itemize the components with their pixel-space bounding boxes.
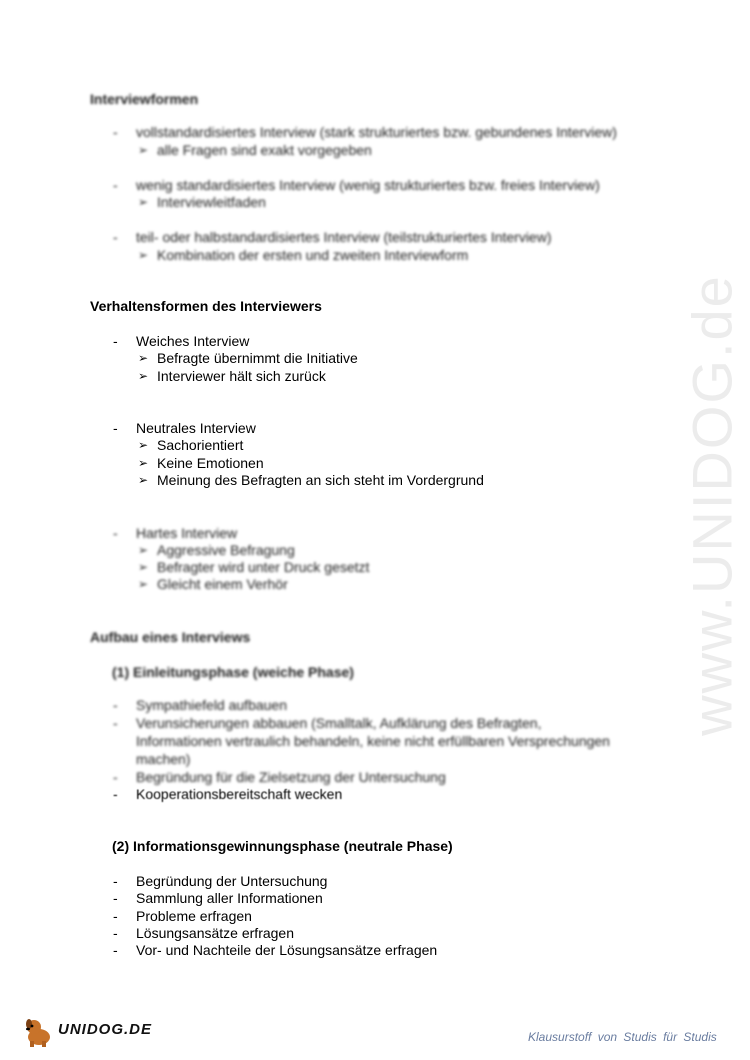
dash-bullet: - bbox=[113, 420, 118, 436]
list-item: vollstandardisiertes Interview (stark strukturiertes bzw. gebundenes Interview) bbox=[136, 124, 617, 140]
section-title-verhaltensformen: Verhaltensformen des Interviewers bbox=[90, 298, 322, 314]
list-item-continuation: Informationen vertraulich behandeln, keine nicht erfüllbaren Versprechungen bbox=[136, 733, 610, 749]
sub-list-item: Keine Emotionen bbox=[157, 455, 264, 471]
list-item: Weiches Interview bbox=[136, 333, 250, 349]
dash-bullet: - bbox=[113, 786, 118, 802]
list-item: Neutrales Interview bbox=[136, 420, 256, 436]
dash-bullet: - bbox=[113, 333, 118, 349]
phase-title-einleitung: (1) Einleitungsphase (weiche Phase) bbox=[112, 664, 354, 680]
list-item-continuation: machen) bbox=[136, 751, 191, 767]
list-item: Sympathiefeld aufbauen bbox=[136, 697, 287, 713]
sub-list-item: Sachorientiert bbox=[157, 437, 244, 453]
watermark: www.UNIDOG.de bbox=[680, 274, 744, 736]
arrow-bullet-icon: ➢ bbox=[138, 577, 149, 591]
arrow-bullet-icon: ➢ bbox=[138, 543, 149, 557]
sub-list-item: Gleicht einem Verhör bbox=[157, 576, 288, 592]
dash-bullet: - bbox=[113, 525, 118, 541]
dash-bullet: - bbox=[113, 124, 118, 140]
dog-icon bbox=[22, 1015, 56, 1049]
list-item: wenig standardisiertes Interview (wenig strukturiertes bzw. freies Interview) bbox=[136, 177, 600, 193]
list-item: Sammlung aller Informationen bbox=[136, 890, 323, 906]
arrow-bullet-icon: ➢ bbox=[138, 248, 149, 262]
dash-bullet: - bbox=[113, 873, 118, 889]
dash-bullet: - bbox=[113, 890, 118, 906]
arrow-bullet-icon: ➢ bbox=[138, 456, 149, 470]
arrow-bullet-icon: ➢ bbox=[138, 195, 149, 209]
sub-list-item: Befragte übernimmt die Initiative bbox=[157, 350, 358, 366]
sub-list-item: alle Fragen sind exakt vorgegeben bbox=[157, 142, 372, 158]
dash-bullet: - bbox=[113, 769, 118, 785]
arrow-bullet-icon: ➢ bbox=[138, 438, 149, 452]
arrow-bullet-icon: ➢ bbox=[138, 143, 149, 157]
list-item: Kooperationsbereitschaft wecken bbox=[136, 786, 343, 802]
list-item: Lösungsansätze erfragen bbox=[136, 925, 294, 941]
section-title-aufbau: Aufbau eines Interviews bbox=[90, 629, 251, 645]
dash-bullet: - bbox=[113, 715, 118, 731]
list-item: Hartes Interview bbox=[136, 525, 238, 541]
dash-bullet: - bbox=[113, 908, 118, 924]
sub-list-item: Aggressive Befragung bbox=[157, 542, 295, 558]
arrow-bullet-icon: ➢ bbox=[138, 351, 149, 365]
list-item: Verunsicherungen abbauen (Smalltalk, Aufklärung des Befragten, bbox=[136, 715, 542, 731]
logo-text: UNIDOG.DE bbox=[58, 1021, 153, 1038]
sub-list-item: Befragter wird unter Druck gesetzt bbox=[157, 559, 370, 575]
dash-bullet: - bbox=[113, 177, 118, 193]
list-item: Probleme erfragen bbox=[136, 908, 252, 924]
sub-list-item: Interviewer hält sich zurück bbox=[157, 368, 326, 384]
arrow-bullet-icon: ➢ bbox=[138, 473, 149, 487]
list-item: teil- oder halbstandardisiertes Interview (teilstrukturiertes Interview) bbox=[136, 229, 552, 245]
dash-bullet: - bbox=[113, 229, 118, 245]
sub-list-item: Meinung des Befragten an sich steht im Vordergrund bbox=[157, 472, 484, 488]
sub-list-item: Interviewleitfaden bbox=[157, 194, 266, 210]
dash-bullet: - bbox=[113, 697, 118, 713]
phase-title-informationsgewinnung: (2) Informationsgewinnungsphase (neutrale Phase) bbox=[112, 838, 453, 854]
section-title-interviewformen: Interviewformen bbox=[90, 91, 199, 107]
dash-bullet: - bbox=[113, 925, 118, 941]
list-item: Vor- und Nachteile der Lösungsansätze erfragen bbox=[136, 942, 438, 958]
footer-tagline: Klausurstoff von Studis für Studis bbox=[528, 1030, 717, 1044]
arrow-bullet-icon: ➢ bbox=[138, 560, 149, 574]
arrow-bullet-icon: ➢ bbox=[138, 369, 149, 383]
sub-list-item: Kombination der ersten und zweiten Interviewform bbox=[157, 247, 469, 263]
list-item: Begründung für die Zielsetzung der Untersuchung bbox=[136, 769, 446, 785]
list-item: Begründung der Untersuchung bbox=[136, 873, 328, 889]
dash-bullet: - bbox=[113, 942, 118, 958]
